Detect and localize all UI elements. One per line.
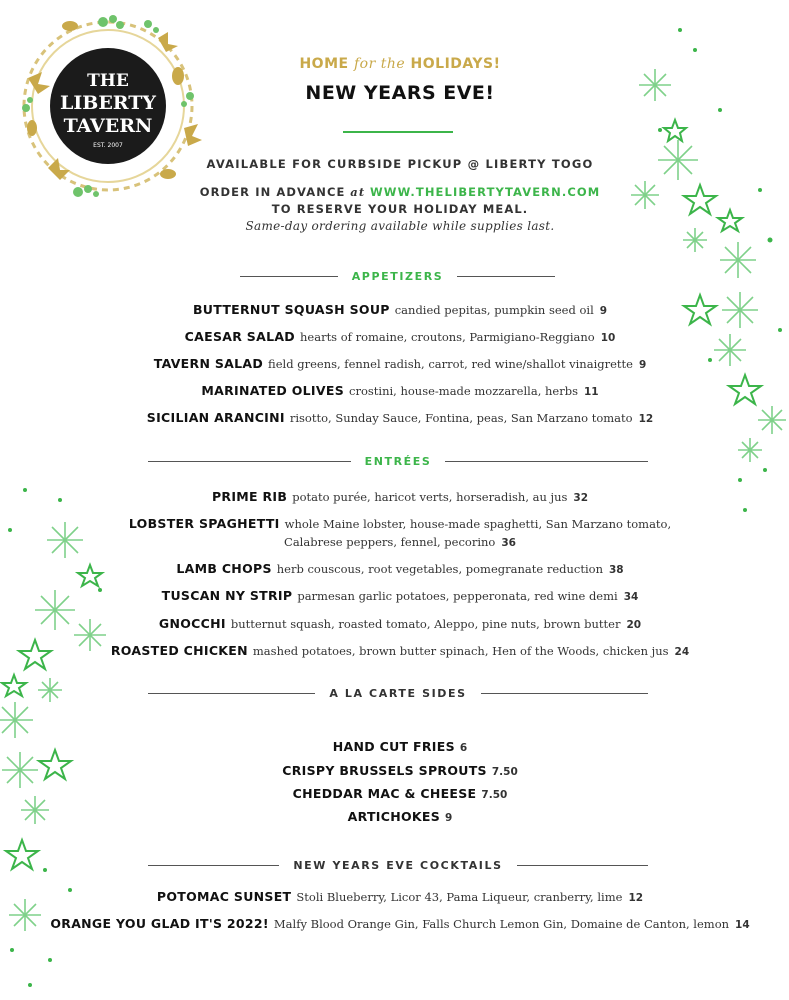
snowflake-icon	[631, 69, 786, 462]
divider	[148, 693, 315, 694]
item-price: 9	[599, 305, 608, 317]
item-name: ORANGE YOU GLAD IT'S 2022!	[50, 916, 269, 931]
item-price: 11	[583, 386, 599, 398]
item-desc: Calabrese peppers, fennel, pecorino	[284, 535, 496, 549]
item-price: 6	[459, 742, 468, 754]
same-day-note: Same-day ordering available while supplies last.	[245, 219, 555, 233]
item-price: 7.50	[491, 766, 518, 778]
item-name: BUTTERNUT SQUASH SOUP	[192, 302, 390, 317]
menu-item	[90, 353, 710, 372]
order-line2: TO RESERVE YOUR HOLIDAY MEAL.	[271, 202, 529, 216]
item-name: HAND CUT FRIES	[332, 739, 455, 754]
entrees-title: ENTRÉES	[364, 455, 432, 468]
item-name: GNOCCHI	[158, 616, 226, 631]
divider	[481, 693, 648, 694]
item-desc: candied pepitas, pumpkin seed oil	[394, 303, 594, 317]
item-desc: mashed potatoes, brown butter spinach, Hen of the Woods, chicken jus	[252, 644, 669, 658]
logo-line3: TAVERN	[63, 115, 153, 137]
divider	[457, 276, 555, 277]
website-link[interactable]: WWW.THELIBERTYTAVERN.COM	[370, 185, 601, 199]
item-name: MARINATED OLIVES	[201, 383, 344, 398]
divider	[240, 276, 338, 277]
order-info	[190, 184, 610, 235]
item-name: TUSCAN NY STRIP	[161, 588, 293, 603]
item-name: CRISPY BRUSSELS SPROUTS	[282, 763, 487, 778]
side-item	[190, 806, 610, 825]
menu-item	[90, 486, 710, 505]
order-prefix: ORDER IN ADVANCE	[199, 185, 346, 199]
menu-item	[90, 613, 710, 632]
item-price: 14	[735, 919, 750, 931]
item-name: PRIME RIB	[211, 489, 288, 504]
item-price: 24	[674, 646, 690, 658]
item-desc: Stoli Blueberry, Licor 43, Pama Liqueur, cranberry, lime	[296, 890, 623, 904]
item-name: ROASTED CHICKEN	[110, 643, 248, 658]
appetizers-header	[240, 270, 555, 283]
item-price: 9	[445, 812, 453, 824]
cocktails-header	[148, 859, 648, 872]
item-name: CHEDDAR MAC & CHEESE	[292, 786, 477, 801]
menu-item	[90, 640, 710, 659]
appetizers-title: APPETIZERS	[351, 270, 444, 283]
divider	[148, 461, 351, 462]
tagline-for-the: for the	[353, 56, 406, 72]
tagline-holidays: HOLIDAYS!	[410, 56, 501, 72]
item-name: TAVERN SALAD	[153, 356, 264, 371]
item-name: POTOMAC SUNSET	[156, 889, 292, 904]
snowflake-icon	[0, 522, 106, 931]
item-name: LOBSTER SPAGHETTI	[128, 516, 280, 531]
divider	[517, 865, 648, 866]
item-desc: field greens, fennel radish, carrot, red wine/shallot vinaigrette	[268, 357, 633, 371]
item-name: CAESAR SALAD	[184, 329, 295, 344]
menu-item	[90, 326, 710, 345]
item-price: 34	[623, 591, 639, 603]
menu-item	[90, 299, 710, 318]
item-desc: butternut squash, roasted tomato, Aleppo, pine nuts, brown butter	[230, 617, 621, 631]
item-price: 12	[628, 892, 644, 904]
item-price: 9	[638, 359, 647, 371]
entrees-header	[148, 455, 648, 468]
item-price: 38	[608, 564, 624, 576]
menu-item	[90, 380, 710, 399]
menu-item	[90, 585, 710, 604]
menu-item-continuation	[90, 531, 710, 550]
pickup-notice: AVAILABLE FOR CURBSIDE PICKUP @ LIBERTY TOGO	[206, 157, 594, 171]
item-desc: hearts of romaine, croutons, Parmigiano-Reggiano	[300, 330, 595, 344]
logo-line1: THE	[87, 71, 129, 91]
item-name: LAMB CHOPS	[176, 561, 272, 576]
menu-item	[90, 886, 710, 905]
menu-item	[90, 407, 710, 426]
side-item	[190, 760, 610, 779]
liberty-tavern-logo	[8, 8, 218, 198]
item-desc: crostini, house-made mozzarella, herbs	[349, 384, 578, 398]
divider	[148, 865, 279, 866]
side-item	[190, 736, 610, 755]
logo-line2: LIBERTY	[60, 92, 156, 114]
item-name: SICILIAN ARANCINI	[146, 410, 285, 425]
event-title: NEW YEARS EVE!	[305, 82, 495, 104]
menu-item	[90, 513, 710, 532]
sides-title: A LA CARTE SIDES	[329, 687, 467, 700]
cocktails-title: NEW YEARS EVE COCKTAILS	[293, 859, 503, 872]
header-divider	[343, 131, 453, 133]
tagline-home: HOME	[299, 56, 349, 72]
side-item	[190, 783, 610, 802]
menu-item	[90, 558, 710, 577]
holiday-tagline	[190, 56, 610, 72]
logo-est: EST. 2007	[93, 142, 123, 149]
sides-header	[148, 687, 648, 700]
item-desc: parmesan garlic potatoes, pepperonata, red wine demi	[297, 589, 618, 603]
item-name: ARTICHOKES	[347, 809, 441, 824]
item-price: 32	[573, 492, 589, 504]
menu-item	[40, 913, 760, 932]
order-at: at	[350, 185, 366, 199]
item-desc: herb couscous, root vegetables, pomegranate reduction	[276, 562, 603, 576]
item-price: 7.50	[481, 789, 508, 801]
item-price: 20	[626, 619, 642, 631]
snowflakes-right-decoration	[600, 10, 789, 530]
divider	[445, 461, 648, 462]
item-price: 12	[638, 413, 654, 425]
item-price: 36	[501, 537, 516, 549]
item-desc: potato purée, haricot verts, horseradish, au jus	[292, 490, 568, 504]
item-desc: risotto, Sunday Sauce, Fontina, peas, San Marzano tomato	[289, 411, 633, 425]
item-desc: Malfy Blood Orange Gin, Falls Church Lemon Gin, Domaine de Canton, lemon	[273, 917, 730, 931]
item-desc: whole Maine lobster, house-made spaghetti, San Marzano tomato,	[284, 517, 672, 531]
item-price: 10	[600, 332, 616, 344]
